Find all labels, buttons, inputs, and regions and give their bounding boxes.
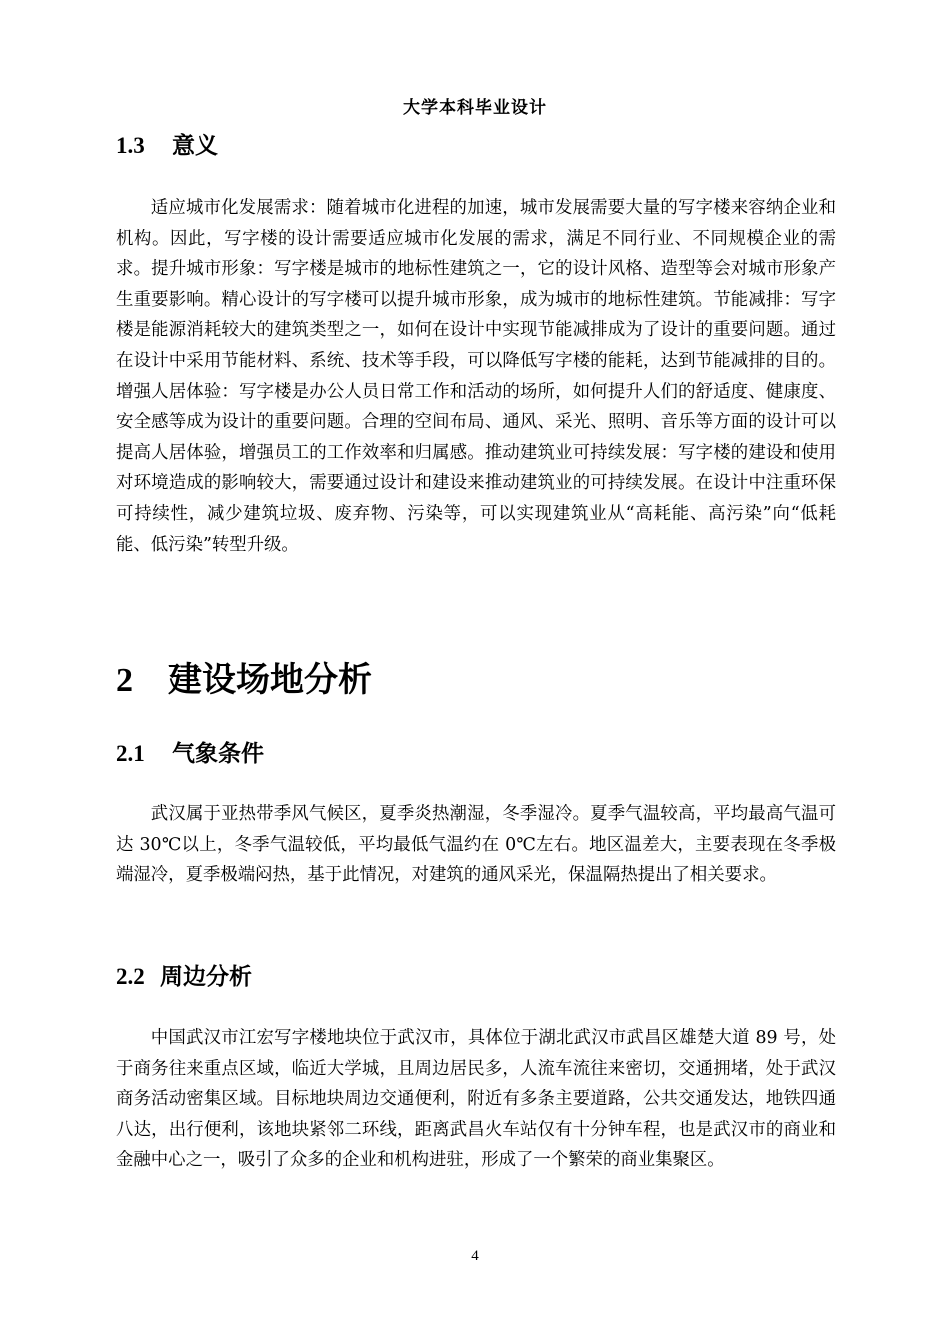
section-heading-2-2 [116,962,252,992]
section-number: 1.3 [116,133,145,158]
chapter-heading-2 [116,659,372,702]
paragraph-significance: 适应城市化发展需求：随着城市化进程的加速，城市发展需要大量的写字楼来容纳企业和机构。因此，写字楼的设计需要适应城市化发展的需求，满足不同行业、不同规模企业的需求。提升城市形象：写字楼是城市的地标性建筑之一，它的设计风格、造型等会对城市形象产生重要影响。精心设计的写字楼可以提升城市形象，成为城市的地标性建筑。节能减排：写字楼是能源消耗较大的建筑类型之一，如何在设计中实现节能减排成为了设计的重要问题。通过在设计中采用节能材料、系统、技术等手段，可以降低写字楼的能耗，达到节能减排的目的。增强人居体验：写字楼是办公人员日常工作和活动的场所，如何提升人们的舒适度、健康度、安全感等成为设计的重要问题。合理的空间布局、通风、采光、照明、音乐等方面的设计可以提高人居体验，增强员工的工作效率和归属感。推动建筑业可持续发展：写字楼的建设和使用对环境造成的影响较大，需要通过设计和建设来推动建筑业的可持续发展。在设计中注重环保可持续性，减少建筑垃圾、废弃物、污染等，可以实现建筑业从“高耗能、高污染”向“低耗能、低污染”转型升级。 [116,198,836,555]
section-title: 周边分析 [160,964,252,990]
chapter-number: 2 [116,662,133,699]
page-number: 4 [471,1248,479,1264]
section-title: 意义 [172,133,218,159]
paragraph-climate: 武汉属于亚热带季风气候区，夏季炎热潮湿，冬季湿冷。夏季气温较高，平均最高气温可达 30℃以上，冬季气温较低，平均最低气温约在 0℃左右。地区温差大，主要表现在冬季极端湿冷，夏季极端闷热，基于此情况，对建筑的通风采光，保温隔热提出了相关要求。 [116,804,836,886]
chapter-title: 建设场地分析 [168,660,372,700]
paragraph-surroundings: 中国武汉市江宏写字楼地块位于武汉市，具体位于湖北武汉市武昌区雄楚大道 89 号，处于商务往来重点区域，临近大学城，且周边居民多，人流车流往来密切，交通拥堵，处于武汉商务活动密集区域。目标地块周边交通便利，附近有多条主要道路，公共交通发达，地铁四通八达，出行便利，该地块紧邻二环线，距离武昌火车站仅有十分钟车程，也是武汉市的商业和金融中心之一，吸引了众多的企业和机构进驻，形成了一个繁荣的商业集聚区。 [116,1028,836,1171]
running-header: 大学本科毕业设计 [403,98,547,118]
section-number: 2.2 [116,964,145,989]
section-heading-2-1 [116,739,264,769]
section-heading-1-3 [116,131,218,161]
section-number: 2.1 [116,741,145,766]
section-title: 气象条件 [172,741,264,767]
